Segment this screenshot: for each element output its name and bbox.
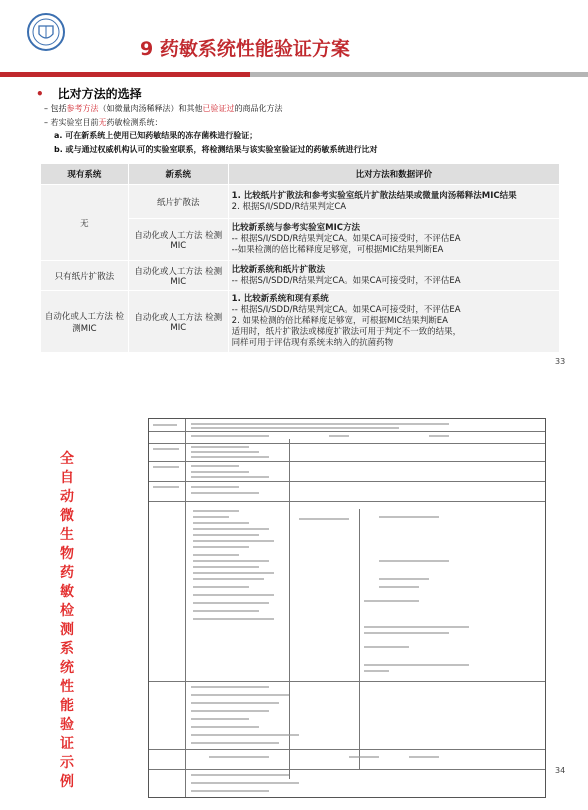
university-logo-icon [26,12,66,52]
cell-eval: 比较新系统与参考实验室MIC方法 -- 根据S/I/SDD/R结果判定CA。如果CA可接受时，不评估EA --如果检测的倍比稀释度足够宽，可根据MIC结果判断EA [228,219,559,261]
slide-title: 9 药敏系统性能验证方案 [140,38,350,60]
cell-new: 自动化或人工方法 检测MIC [128,261,228,291]
header-comparison-method: 比对方法和数据评价 [228,164,559,185]
page-number: 34 [555,766,566,775]
cell-existing: 无 [41,185,129,261]
cell-existing: 自动化或人工方法 检测MIC [41,291,129,353]
cell-eval: 比较新系统和纸片扩散法 -- 根据S/I/SDD/R结果判定CA。如果CA可接受时，不评估EA [228,261,559,291]
cell-eval: 1. 比较纸片扩散法和参考实验室纸片扩散法结果或微量肉汤稀释法MIC结果 2. 根据S/I/SDD/R结果判定CA [228,185,559,219]
title-divider [0,72,588,77]
section-heading [36,85,142,102]
table-row [41,185,560,219]
cell-new: 自动化或人工方法 检测MIC [128,219,228,261]
cell-new: 纸片扩散法 [128,185,228,219]
form-text-lines [149,419,547,799]
cell-existing: 只有纸片扩散法 [41,261,129,291]
text-line-option-b: b. 或与通过权威机构认可的实验室联系，将检测结果与该实验室验证过的药敏系统进行比对 [54,145,378,154]
table-header-row [41,164,560,185]
page-number: 33 [555,357,566,366]
cell-new: 自动化或人工方法 检测MIC [128,291,228,353]
table-row [41,291,560,353]
section-heading-text: 比对方法的选择 [57,87,142,101]
text-line-2: – 若实验室目前无药敏检测系统： [44,118,163,127]
header-existing-system: 现有系统 [41,164,129,185]
table-row [41,261,560,291]
comparison-table [40,163,560,353]
slide-34 [0,398,588,810]
header-new-system: 新系统 [128,164,228,185]
text-line-option-a: a. 可在新系统上使用已知药敏结果的冻存菌株进行验证； [54,131,258,140]
slide-33 [0,0,588,378]
validation-form-image [148,418,546,798]
text-line-1: – 包括参考方法（如微量肉汤稀释法）和其他已验证过的商品化方法 [44,104,283,113]
cell-eval: 1. 比较新系统和现有系统 -- 根据S/I/SDD/R结果判定CA。如果CA可接受时，不评估EA 2. 如果检测的倍比稀释度足够宽，可根据MIC结果判断EA 适用时，纸片扩散法或梯度扩散法可用于判定不一致的结果， 同样可用于评估现有系统未纳入的抗菌药物 [228,291,559,353]
vertical-title: 全 自 动 微 生 物 药 敏 检 测 系 统 性 能 验 证 示 例 [60,451,74,790]
bullet-dot: • [36,87,44,101]
